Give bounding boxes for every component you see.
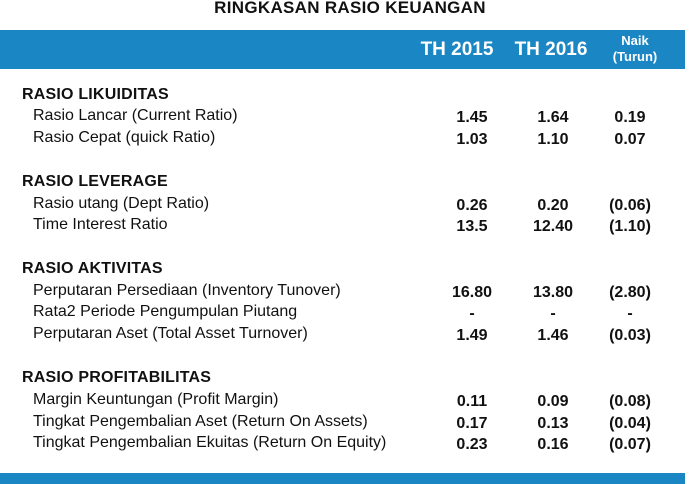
page-title: RINGKASAN RASIO KEUANGAN — [214, 0, 486, 17]
value-2016: 0.09 — [537, 393, 569, 410]
row-label: Perputaran Persediaan (Inventory Tunover) — [33, 282, 341, 299]
value-2016: 1.10 — [537, 131, 569, 148]
table-row — [0, 391, 700, 413]
row-label: Rasio utang (Dept Ratio) — [33, 195, 210, 212]
column-header-change-line1: Naik — [621, 33, 649, 48]
table-row — [0, 107, 700, 129]
value-2015: 13.5 — [456, 218, 488, 235]
section-title-likuiditas: RASIO LIKUIDITAS — [22, 86, 169, 103]
table-row — [0, 303, 700, 325]
value-2015: 1.03 — [456, 131, 488, 148]
value-2016: 0.16 — [537, 436, 569, 453]
value-2015: 0.23 — [456, 436, 488, 453]
value-2015: 0.11 — [456, 393, 488, 410]
column-header-change-line2: (Turun) — [612, 49, 658, 64]
row-label: Margin Keuntungan (Profit Margin) — [33, 391, 279, 408]
row-label: Tingkat Pengembalian Ekuitas (Return On Equity) — [33, 434, 387, 451]
value-change: (0.07) — [609, 436, 651, 453]
row-label: Rasio Cepat (quick Ratio) — [33, 129, 216, 146]
value-change: - — [627, 305, 633, 322]
value-2016: 12.40 — [532, 218, 574, 235]
section-title-aktivitas: RASIO AKTIVITAS — [22, 260, 163, 277]
row-label: Perputaran Aset (Total Asset Turnover) — [33, 325, 308, 342]
value-2015: - — [469, 305, 475, 322]
value-2015: 0.26 — [456, 197, 488, 214]
table-row — [0, 282, 700, 304]
table-row — [0, 216, 700, 238]
value-2016: - — [550, 305, 556, 322]
value-2015: 1.49 — [456, 327, 488, 344]
table-row — [0, 129, 700, 151]
table-row — [0, 195, 700, 217]
section-title-profitabilitas: RASIO PROFITABILITAS — [22, 369, 212, 386]
value-change: (0.03) — [609, 327, 651, 344]
value-2016: 0.20 — [537, 197, 569, 214]
column-header-2016: TH 2016 — [514, 39, 588, 60]
table-row — [0, 325, 700, 347]
value-change: 0.19 — [614, 109, 646, 126]
value-2015: 1.45 — [456, 109, 488, 126]
value-change: (1.10) — [609, 218, 651, 235]
row-label: Tingkat Pengembalian Aset (Return On Assets) — [33, 413, 368, 430]
value-2016: 1.64 — [537, 109, 569, 126]
value-2016: 13.80 — [532, 284, 574, 301]
value-2015: 0.17 — [456, 415, 488, 432]
table-header-bar — [0, 30, 685, 69]
value-change: (0.08) — [609, 393, 651, 410]
row-label: Rata2 Periode Pengumpulan Piutang — [33, 303, 298, 320]
value-change: 0.07 — [614, 131, 646, 148]
column-header-change — [596, 33, 674, 65]
column-header-2015: TH 2015 — [420, 39, 494, 60]
value-2016: 1.46 — [537, 327, 569, 344]
value-change: (2.80) — [609, 284, 651, 301]
value-2015: 16.80 — [451, 284, 493, 301]
row-label: Rasio Lancar (Current Ratio) — [33, 107, 238, 124]
value-change: (0.04) — [609, 415, 651, 432]
table-row — [0, 434, 700, 456]
table-row — [0, 413, 700, 435]
value-2016: 0.13 — [537, 415, 569, 432]
section-title-leverage: RASIO LEVERAGE — [22, 173, 168, 190]
footer-bar — [0, 473, 685, 484]
row-label: Time Interest Ratio — [33, 216, 168, 233]
value-change: (0.06) — [609, 197, 651, 214]
